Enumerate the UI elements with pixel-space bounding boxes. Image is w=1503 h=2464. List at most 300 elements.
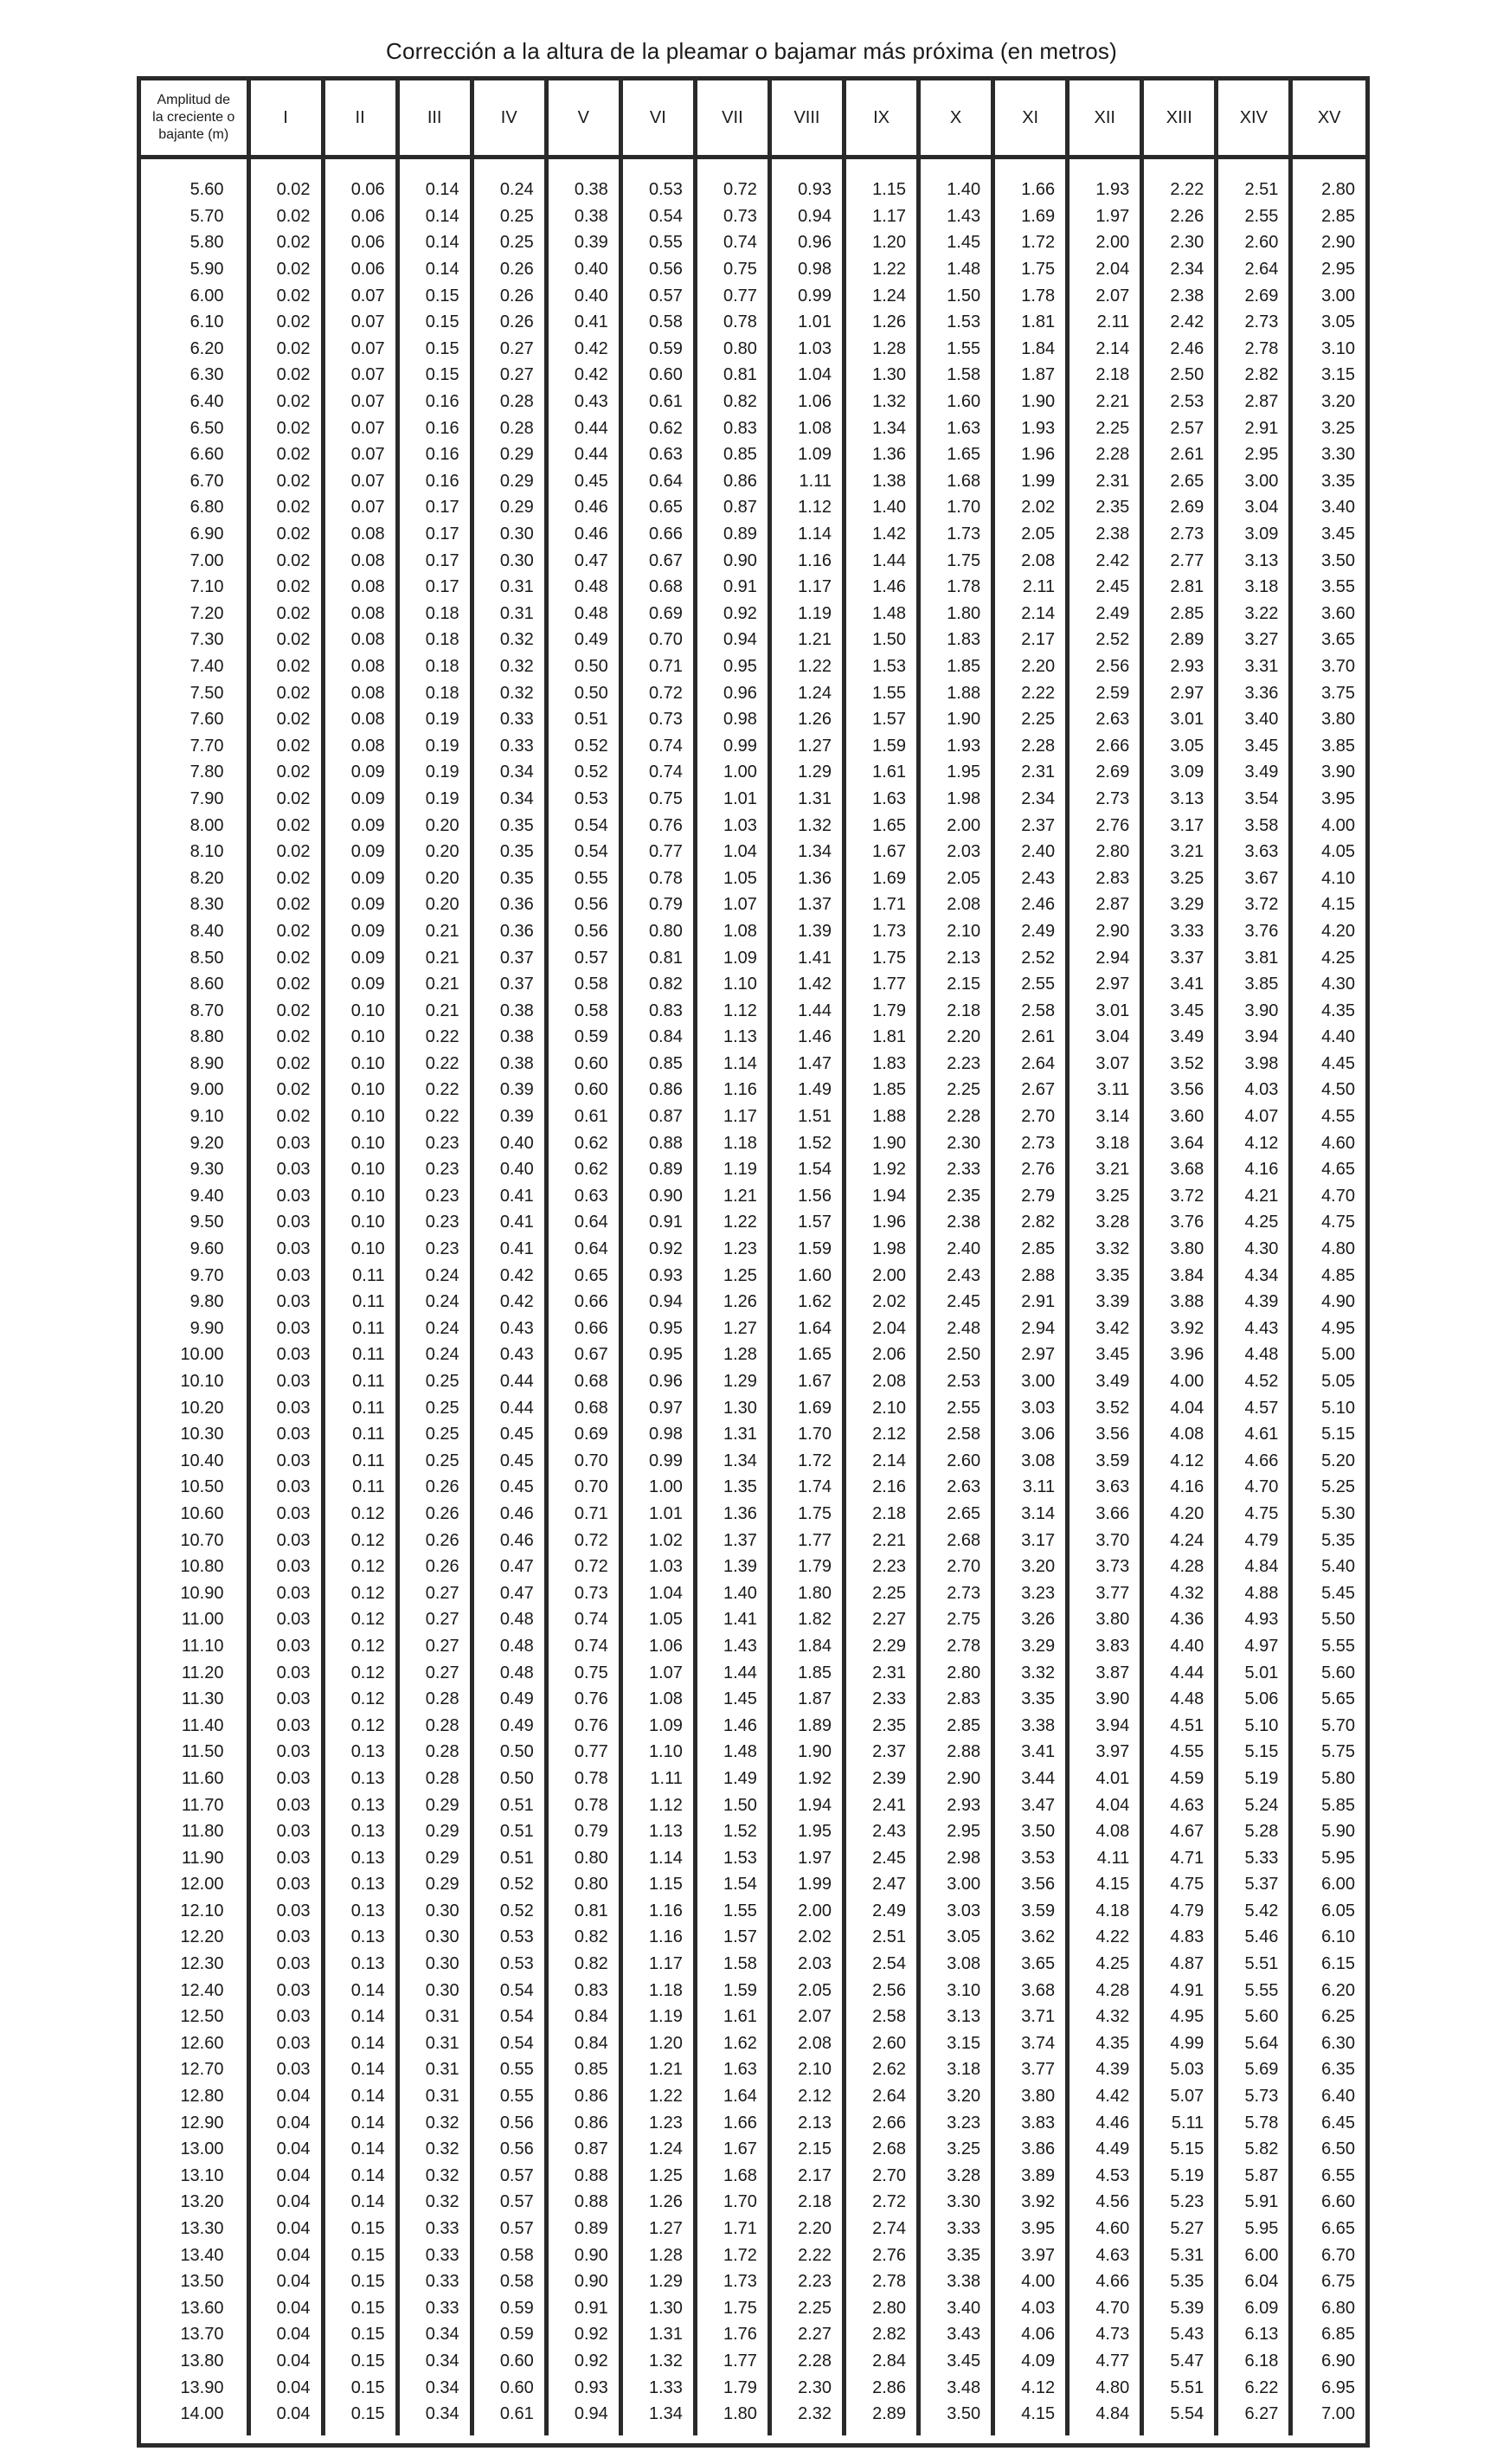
correction-cell: 3.52 <box>1068 1394 1142 1421</box>
correction-cell: 0.14 <box>323 1977 397 2004</box>
correction-cell: 3.45 <box>1217 732 1291 759</box>
correction-cell: 0.56 <box>472 2109 546 2136</box>
correction-cell: 3.49 <box>1142 1024 1217 1051</box>
correction-cell: 3.66 <box>1068 1501 1142 1528</box>
correction-cell: 1.26 <box>695 1289 769 1316</box>
correction-cell: 3.40 <box>1217 706 1291 733</box>
correction-cell: 0.25 <box>397 1448 472 1475</box>
correction-cell: 4.30 <box>1217 1236 1291 1263</box>
correction-cell: 3.92 <box>1142 1316 1217 1342</box>
correction-cell: 1.15 <box>620 1871 695 1898</box>
correction-cell: 1.01 <box>769 309 844 336</box>
correction-cell: 3.41 <box>1142 971 1217 998</box>
correction-cell: 3.14 <box>1068 1103 1142 1130</box>
correction-cell: 4.66 <box>1217 1448 1291 1475</box>
correction-cell: 5.46 <box>1217 1924 1291 1951</box>
correction-cell: 3.42 <box>1068 1316 1142 1342</box>
correction-cell: 2.81 <box>1142 574 1217 601</box>
correction-cell: 1.23 <box>695 1236 769 1263</box>
correction-cell: 1.68 <box>695 2163 769 2190</box>
correction-cell: 1.51 <box>769 1103 844 1130</box>
correction-cell: 3.29 <box>1142 891 1217 918</box>
correction-cell: 1.59 <box>845 732 919 759</box>
correction-cell: 0.23 <box>397 1183 472 1210</box>
correction-cell: 0.09 <box>323 839 397 865</box>
correction-cell: 1.20 <box>620 2030 695 2057</box>
correction-cell: 0.89 <box>695 521 769 548</box>
correction-cell: 2.00 <box>919 812 993 839</box>
correction-cell: 0.04 <box>248 2189 323 2216</box>
correction-cell: 0.31 <box>397 2030 472 2057</box>
correction-cell: 0.60 <box>546 1051 620 1078</box>
correction-cell: 6.15 <box>1291 1951 1365 1978</box>
correction-cell: 0.46 <box>472 1501 546 1528</box>
correction-cell: 4.88 <box>1217 1579 1291 1606</box>
correction-cell: 3.95 <box>1291 786 1365 813</box>
correction-cell: 1.28 <box>695 1341 769 1368</box>
correction-cell: 0.04 <box>248 2321 323 2348</box>
correction-cell: 0.69 <box>546 1421 620 1448</box>
correction-cell: 0.03 <box>248 2056 323 2083</box>
correction-cell: 0.02 <box>248 997 323 1024</box>
correction-cell: 1.76 <box>695 2321 769 2348</box>
correction-cell: 0.02 <box>248 362 323 389</box>
correction-cell: 0.74 <box>620 759 695 786</box>
correction-cell: 3.20 <box>919 2083 993 2110</box>
correction-cell: 0.25 <box>397 1368 472 1395</box>
correction-cell: 3.38 <box>993 1712 1068 1739</box>
correction-cell: 1.53 <box>919 309 993 336</box>
correction-cell: 6.10 <box>1291 1924 1365 1951</box>
correction-cell: 4.35 <box>1068 2030 1142 2057</box>
amplitude-cell: 9.50 <box>189 1213 224 1232</box>
correction-cell: 1.13 <box>695 1024 769 1051</box>
correction-cell: 0.03 <box>248 1951 323 1978</box>
correction-cell: 0.21 <box>397 971 472 998</box>
correction-cell: 0.02 <box>248 918 323 945</box>
correction-cell: 3.38 <box>919 2268 993 2295</box>
correction-cell: 1.26 <box>845 309 919 336</box>
correction-cell: 3.15 <box>919 2030 993 2057</box>
correction-cell: 1.64 <box>695 2083 769 2110</box>
correction-cell: 4.60 <box>1291 1129 1365 1156</box>
correction-cell: 1.74 <box>769 1474 844 1501</box>
correction-cell: 0.45 <box>472 1448 546 1475</box>
correction-cell: 0.03 <box>248 1818 323 1845</box>
correction-cell: 0.03 <box>248 1209 323 1236</box>
correction-cell: 0.03 <box>248 2004 323 2030</box>
table-row <box>141 839 1365 865</box>
correction-cell: 2.51 <box>1217 158 1291 203</box>
correction-cell: 3.28 <box>919 2163 993 2190</box>
correction-cell: 5.47 <box>1142 2348 1217 2375</box>
correction-cell: 0.13 <box>323 1792 397 1818</box>
correction-cell: 5.01 <box>1217 1659 1291 1686</box>
correction-cell: 0.78 <box>695 309 769 336</box>
correction-cell: 4.44 <box>1142 1659 1217 1686</box>
correction-cell: 4.75 <box>1142 1871 1217 1898</box>
correction-cell: 1.81 <box>993 309 1068 336</box>
correction-cell: 0.52 <box>546 759 620 786</box>
correction-cell: 0.31 <box>472 574 546 601</box>
correction-cell: 0.96 <box>620 1368 695 1395</box>
correction-cell: 0.74 <box>546 1606 620 1633</box>
correction-cell: 0.30 <box>472 547 546 574</box>
correction-cell: 1.01 <box>695 786 769 813</box>
correction-cell: 2.90 <box>919 1766 993 1792</box>
correction-cell: 0.16 <box>397 468 472 495</box>
correction-cell: 0.44 <box>472 1394 546 1421</box>
table-row <box>141 653 1365 680</box>
correction-cell: 0.45 <box>472 1474 546 1501</box>
correction-cell: 2.73 <box>919 1579 993 1606</box>
correction-cell: 0.38 <box>472 997 546 1024</box>
correction-cell: 0.93 <box>620 1262 695 1289</box>
correction-cell: 5.35 <box>1291 1527 1365 1554</box>
table-row <box>141 1792 1365 1818</box>
correction-cell: 2.76 <box>993 1156 1068 1183</box>
correction-cell: 1.55 <box>919 336 993 363</box>
correction-cell: 2.13 <box>919 944 993 971</box>
correction-cell: 3.37 <box>1142 944 1217 971</box>
correction-cell: 3.63 <box>1217 839 1291 865</box>
correction-cell: 3.40 <box>1291 494 1365 521</box>
correction-cell: 0.03 <box>248 1156 323 1183</box>
correction-cell: 1.30 <box>695 1394 769 1421</box>
correction-cell: 0.09 <box>323 944 397 971</box>
correction-cell: 3.45 <box>1142 997 1217 1024</box>
correction-cell: 0.60 <box>546 1077 620 1103</box>
table-row <box>141 1739 1365 1766</box>
correction-cell: 3.60 <box>1291 601 1365 627</box>
correction-cell: 6.75 <box>1291 2268 1365 2295</box>
correction-cell: 2.03 <box>769 1951 844 1978</box>
correction-cell: 2.69 <box>1142 494 1217 521</box>
correction-cell: 5.70 <box>1291 1712 1365 1739</box>
correction-cell: 0.07 <box>323 309 397 336</box>
amplitude-cell: 8.30 <box>189 895 224 915</box>
correction-cell: 3.13 <box>1142 786 1217 813</box>
correction-cell: 0.02 <box>248 732 323 759</box>
correction-cell: 1.59 <box>695 1977 769 2004</box>
correction-cell: 2.97 <box>993 1341 1068 1368</box>
correction-cell: 3.30 <box>919 2189 993 2216</box>
correction-cell: 0.60 <box>472 2374 546 2401</box>
correction-cell: 0.04 <box>248 2136 323 2163</box>
correction-cell: 1.48 <box>919 256 993 283</box>
correction-cell: 5.15 <box>1291 1421 1365 1448</box>
correction-cell: 0.36 <box>472 918 546 945</box>
correction-cell: 2.33 <box>845 1686 919 1713</box>
correction-cell: 0.09 <box>323 759 397 786</box>
correction-cell: 0.90 <box>695 547 769 574</box>
correction-cell: 3.72 <box>1142 1183 1217 1210</box>
table-row <box>141 1236 1365 1263</box>
correction-cell: 5.95 <box>1217 2216 1291 2242</box>
correction-cell: 4.71 <box>1142 1844 1217 1871</box>
amplitude-cell: 8.50 <box>189 948 224 968</box>
correction-cell: 2.69 <box>1068 759 1142 786</box>
correction-cell: 1.10 <box>695 971 769 998</box>
correction-cell: 7.00 <box>1291 2401 1365 2436</box>
correction-cell: 3.70 <box>1068 1527 1142 1554</box>
correction-cell: 0.34 <box>472 759 546 786</box>
correction-cell: 0.02 <box>248 158 323 203</box>
correction-cell: 0.22 <box>397 1077 472 1103</box>
correction-cell: 3.58 <box>1217 812 1291 839</box>
correction-cell: 0.63 <box>620 441 695 468</box>
amplitude-cell: 11.80 <box>181 1822 224 1842</box>
table-row <box>141 362 1365 389</box>
correction-cell: 4.01 <box>1068 1766 1142 1792</box>
correction-cell: 2.13 <box>769 2109 844 2136</box>
correction-cell: 0.14 <box>323 2083 397 2110</box>
correction-cell: 1.39 <box>695 1554 769 1580</box>
table-row <box>141 679 1365 706</box>
correction-cell: 0.08 <box>323 521 397 548</box>
correction-cell: 3.04 <box>1217 494 1291 521</box>
correction-cell: 2.49 <box>1068 601 1142 627</box>
amplitude-cell: 10.40 <box>180 1451 224 1470</box>
correction-cell: 4.40 <box>1291 1024 1365 1051</box>
correction-cell: 0.72 <box>546 1527 620 1554</box>
correction-cell: 2.80 <box>1068 839 1142 865</box>
correction-cell: 0.10 <box>323 1103 397 1130</box>
amplitude-cell: 11.00 <box>181 1610 224 1630</box>
correction-cell: 2.30 <box>919 1129 993 1156</box>
correction-cell: 1.73 <box>695 2268 769 2295</box>
correction-cell: 2.28 <box>769 2348 844 2375</box>
correction-cell: 0.22 <box>397 1103 472 1130</box>
amplitude-cell: 8.40 <box>189 921 224 941</box>
correction-cell: 2.38 <box>919 1209 993 1236</box>
correction-cell: 0.70 <box>620 627 695 653</box>
correction-cell: 2.76 <box>1068 812 1142 839</box>
correction-cell: 0.12 <box>323 1686 397 1713</box>
correction-cell: 0.68 <box>546 1394 620 1421</box>
correction-cell: 0.53 <box>620 158 695 203</box>
correction-cell: 0.71 <box>620 653 695 680</box>
amplitude-cell: 10.60 <box>180 1503 224 1523</box>
correction-cell: 3.92 <box>993 2189 1068 2216</box>
correction-cell: 2.37 <box>845 1739 919 1766</box>
correction-cell: 0.52 <box>472 1871 546 1898</box>
correction-cell: 2.94 <box>993 1316 1068 1342</box>
correction-cell: 0.04 <box>248 2268 323 2295</box>
correction-cell: 5.43 <box>1142 2321 1217 2348</box>
correction-cell: 1.90 <box>845 1129 919 1156</box>
correction-cell: 0.66 <box>620 521 695 548</box>
amplitude-cell: 9.80 <box>189 1292 224 1312</box>
correction-cell: 0.42 <box>472 1262 546 1289</box>
correction-cell: 0.82 <box>695 389 769 415</box>
correction-cell: 1.53 <box>695 1844 769 1871</box>
correction-cell: 0.12 <box>323 1527 397 1554</box>
correction-cell: 1.77 <box>695 2348 769 2375</box>
correction-cell: 4.08 <box>1142 1421 1217 1448</box>
correction-cell: 0.03 <box>248 1871 323 1898</box>
correction-cell: 2.00 <box>769 1898 844 1925</box>
correction-cell: 6.09 <box>1217 2295 1291 2322</box>
correction-cell: 2.33 <box>919 1156 993 1183</box>
correction-cell: 3.90 <box>1291 759 1365 786</box>
correction-cell: 3.95 <box>993 2216 1068 2242</box>
correction-cell: 1.73 <box>845 918 919 945</box>
correction-cell: 2.30 <box>1142 229 1217 256</box>
correction-cell: 0.49 <box>472 1686 546 1713</box>
table-row <box>141 1898 1365 1925</box>
correction-cell: 0.03 <box>248 1766 323 1792</box>
correction-cell: 2.68 <box>919 1527 993 1554</box>
correction-cell: 0.88 <box>546 2163 620 2190</box>
correction-cell: 3.83 <box>1068 1633 1142 1660</box>
correction-cell: 1.61 <box>845 759 919 786</box>
table-row <box>141 1818 1365 1845</box>
table-row <box>141 732 1365 759</box>
correction-cell: 0.09 <box>323 865 397 891</box>
correction-cell: 0.33 <box>397 2268 472 2295</box>
correction-cell: 0.43 <box>546 389 620 415</box>
amplitude-cell: 11.10 <box>181 1636 224 1656</box>
correction-cell: 1.88 <box>845 1103 919 1130</box>
correction-cell: 1.22 <box>845 256 919 283</box>
correction-cell: 0.27 <box>397 1606 472 1633</box>
correction-cell: 0.07 <box>323 441 397 468</box>
correction-cell: 3.36 <box>1217 679 1291 706</box>
correction-cell: 0.65 <box>620 494 695 521</box>
correction-cell: 1.54 <box>695 1871 769 1898</box>
correction-cell: 0.30 <box>397 1898 472 1925</box>
correction-cell: 0.60 <box>620 362 695 389</box>
correction-cell: 0.83 <box>620 997 695 1024</box>
correction-cell: 3.39 <box>1068 1289 1142 1316</box>
correction-cell: 6.04 <box>1217 2268 1291 2295</box>
correction-cell: 3.59 <box>1068 1448 1142 1475</box>
correction-cell: 3.21 <box>1068 1156 1142 1183</box>
correction-cell: 1.15 <box>845 158 919 203</box>
correction-cell: 0.53 <box>546 786 620 813</box>
column-header: VI <box>620 80 695 158</box>
correction-cell: 0.17 <box>397 521 472 548</box>
correction-cell: 0.61 <box>546 1103 620 1130</box>
correction-cell: 2.11 <box>1068 309 1142 336</box>
correction-cell: 0.62 <box>546 1156 620 1183</box>
correction-cell: 3.29 <box>993 1633 1068 1660</box>
correction-cell: 3.25 <box>1291 415 1365 441</box>
correction-cell: 0.15 <box>397 362 472 389</box>
correction-cell: 1.82 <box>769 1606 844 1633</box>
correction-cell: 2.73 <box>1068 786 1142 813</box>
correction-cell: 0.03 <box>248 1924 323 1951</box>
amplitude-cell: 7.20 <box>189 603 224 623</box>
correction-cell: 3.03 <box>919 1898 993 1925</box>
correction-cell: 0.36 <box>472 891 546 918</box>
correction-cell: 4.42 <box>1068 2083 1142 2110</box>
amplitude-cell: 12.00 <box>180 1875 224 1895</box>
correction-cell: 0.63 <box>546 1183 620 1210</box>
correction-cell: 3.98 <box>1217 1051 1291 1078</box>
correction-cell: 0.02 <box>248 415 323 441</box>
correction-cell: 0.99 <box>695 732 769 759</box>
correction-cell: 4.20 <box>1142 1501 1217 1528</box>
correction-cell: 0.99 <box>769 282 844 309</box>
amplitude-cell: 14.00 <box>180 2404 224 2424</box>
correction-cell: 0.15 <box>397 282 472 309</box>
correction-cell: 0.14 <box>323 2163 397 2190</box>
table-row <box>141 1316 1365 1342</box>
correction-cell: 0.26 <box>397 1501 472 1528</box>
correction-cell: 0.93 <box>769 158 844 203</box>
table-row <box>141 2268 1365 2295</box>
correction-cell: 0.40 <box>546 282 620 309</box>
correction-cell: 1.31 <box>620 2321 695 2348</box>
correction-cell: 6.70 <box>1291 2242 1365 2268</box>
correction-cell: 0.78 <box>546 1766 620 1792</box>
amplitude-cell: 11.40 <box>181 1715 224 1735</box>
correction-cell: 0.41 <box>546 309 620 336</box>
correction-cell: 1.05 <box>620 1606 695 1633</box>
correction-cell: 1.22 <box>620 2083 695 2110</box>
correction-cell: 0.03 <box>248 1844 323 1871</box>
correction-cell: 5.07 <box>1142 2083 1217 2110</box>
correction-cell: 2.47 <box>845 1871 919 1898</box>
correction-cell: 2.07 <box>769 2004 844 2030</box>
correction-cell: 1.69 <box>993 203 1068 230</box>
correction-cell: 1.69 <box>769 1394 844 1421</box>
correction-cell: 1.06 <box>769 389 844 415</box>
correction-cell: 0.85 <box>620 1051 695 1078</box>
correction-cell: 6.22 <box>1217 2374 1291 2401</box>
correction-cell: 2.27 <box>845 1606 919 1633</box>
correction-cell: 1.57 <box>845 706 919 733</box>
correction-cell: 2.75 <box>919 1606 993 1633</box>
correction-cell: 3.76 <box>1217 918 1291 945</box>
correction-cell: 2.46 <box>993 891 1068 918</box>
correction-cell: 0.29 <box>397 1792 472 1818</box>
correction-cell: 0.48 <box>472 1606 546 1633</box>
correction-cell: 0.11 <box>323 1262 397 1289</box>
correction-cell: 5.15 <box>1217 1739 1291 1766</box>
correction-cell: 1.99 <box>993 468 1068 495</box>
correction-cell: 0.28 <box>472 389 546 415</box>
correction-cell: 0.07 <box>323 468 397 495</box>
correction-cell: 0.23 <box>397 1129 472 1156</box>
correction-cell: 0.87 <box>546 2136 620 2163</box>
correction-cell: 1.24 <box>620 2136 695 2163</box>
correction-cell: 0.52 <box>546 732 620 759</box>
correction-cell: 1.50 <box>919 282 993 309</box>
correction-cell: 1.84 <box>993 336 1068 363</box>
amplitude-cell: 11.90 <box>181 1848 224 1868</box>
correction-cell: 0.08 <box>323 627 397 653</box>
correction-cell: 1.94 <box>769 1792 844 1818</box>
correction-cell: 0.02 <box>248 865 323 891</box>
correction-cell: 1.97 <box>1068 203 1142 230</box>
amplitude-cell: 8.90 <box>189 1053 224 1073</box>
correction-cell: 1.31 <box>769 786 844 813</box>
amplitude-cell: 12.20 <box>180 1927 224 1947</box>
correction-cell: 2.88 <box>993 1262 1068 1289</box>
amplitude-cell: 13.50 <box>180 2272 224 2292</box>
correction-cell: 0.29 <box>397 1818 472 1845</box>
amplitude-cell: 13.00 <box>180 2139 224 2159</box>
correction-cell: 3.77 <box>1068 1579 1142 1606</box>
table-body <box>141 158 1365 2436</box>
correction-cell: 0.57 <box>620 282 695 309</box>
correction-cell: 3.18 <box>1068 1129 1142 1156</box>
table-row <box>141 1501 1365 1528</box>
correction-cell: 0.58 <box>546 971 620 998</box>
